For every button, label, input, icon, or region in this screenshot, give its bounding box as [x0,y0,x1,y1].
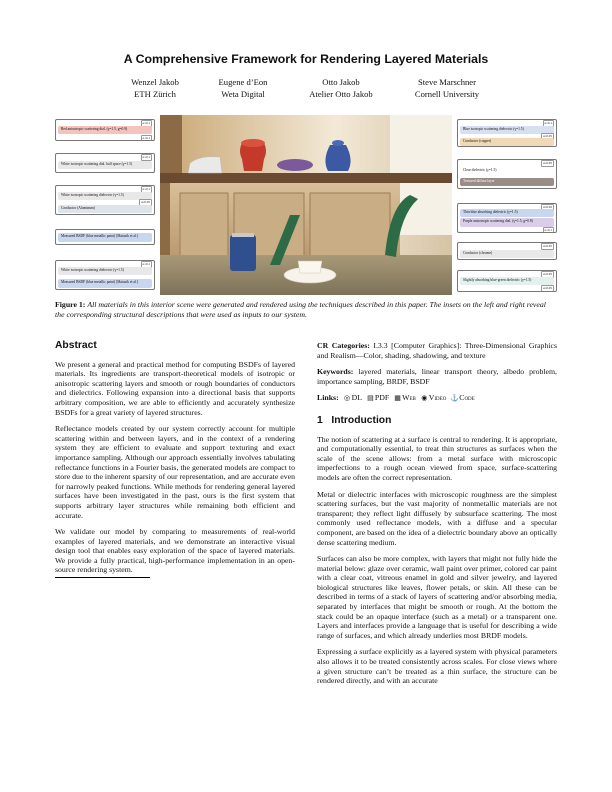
author-name: Eugene d’Eon [218,77,268,87]
link-pdf[interactable]: PDF [374,393,390,403]
abstract-paragraph: We validate our model by comparing to measurements of real-world examples of layered materials, and we demonstrate an interactive visual design tool that enables easy exploration of the space of layered materials. We provide a fully practical, high-performance implementation in an open-source rendering system. [55,527,295,575]
abstract-paragraph: Reflectance models created by our system correctly account for multiple scattering within and between layers, and in the context of a rendering system they are efficient to evaluate and support texturing and exact importance sampling. Although our approach essentially involves tabulating reflectance functions in a Fourier basis, the generated models are compact to store due to the inherent sparsity of our representation, and are accurate even for narrowly peaked functions. While methods for rendering general layered surfaces have been investigated in the past, ours is the first system that supports arbitrary layer structures while remaining both efficient and accurate. [55,424,295,520]
layer-description: Textured diffuse layer [460,178,554,186]
abstract-paragraph: We present a general and practical method for computing BSDFs of layered materials. Its ingredients are transport-theoretical models of isotropic or anisotropic scattering layers and smooth or rough boundaries of conductors and dielectrics. Following expansion into a directional basis that supports arbitrary composition, we are able to efficiently and accurately synthesize BSDFs for a great variety of layered structures. [55,359,295,417]
footnote-rule [55,577,150,578]
roughness-tag: α=0.1 [142,155,150,159]
keywords-label: Keywords: [317,367,354,377]
links-row [317,393,557,404]
link-dl[interactable]: DL [351,393,362,403]
scene-illustration [160,115,452,295]
roughness-tag: α=0.05 [542,161,552,165]
material-inset [55,119,155,141]
intro-paragraph: Expressing a surface explicitly as a layered system with physical parameters also allows it to be treated consistently across scales. For close views where a given structure can’t be treated as a thin surface, the structure can be rendered directly, and with an accurate [317,647,557,686]
material-inset [55,185,155,215]
layer-description: Conductor (chrome) [460,250,554,258]
author-affiliation: Weta Digital [221,88,265,99]
layer-description: Conductor (copper) [460,138,554,146]
keywords-text: layered materials, linear transport theory, albedo problem, importance sampling, BRDF, BSDF [317,367,558,386]
roughness-tag: α=0.1 [544,228,552,232]
link-video[interactable]: Video [428,393,447,403]
code-icon: ⚓ [450,394,460,403]
roughness-tag: α=0.02 [542,205,552,209]
author-affiliation: Cornell University [414,88,480,99]
material-inset [457,203,557,233]
cr-categories [317,341,557,360]
link-web[interactable]: Web [402,393,416,403]
abstract-heading: Abstract [55,340,97,351]
material-inset [55,229,155,245]
roughness-tag: α=0.1 [544,121,552,125]
roughness-tag: α=0.1 [142,121,150,125]
material-inset [457,270,557,292]
roughness-tag: α=0.05 [542,286,552,290]
teaser-figure [55,115,557,295]
layer-description: Blue isotropic scattering dielectric (γ=1.5) [460,126,554,134]
material-inset [55,260,155,290]
roughness-tag: α=0.05 [140,200,150,204]
roughness-tag: α=0.1 [142,136,150,140]
video-icon: ◉ [421,394,428,403]
author-name: Steve Marschner [418,77,476,87]
caption-text: All materials in this interior scene were generated and rendered using the techniques described in this paper. The insets on the left and right reveal the corresponding structural descriptions that were used as inputs to our system. [55,300,546,320]
roughness-tag: α=0.1 [142,187,150,191]
layer-description: Purple anisotropic scattering dial. (γ=1.5, g=0.8) [460,218,554,227]
roughness-tag: α=0.05 [542,272,552,276]
rendered-interior-scene [160,115,452,295]
introduction-heading [317,416,557,426]
material-inset [457,242,557,260]
layer-description: Thin blue absorbing dielectric (γ=1.5) [460,209,554,217]
author-affiliation: ETH Zürich [134,88,176,99]
caption-label: Figure 1: [55,300,86,309]
layer-description: Measured BSDF (blue metallic paint) [Matusik et al.] [58,279,152,288]
web-icon: ▦ [394,394,401,403]
material-inset [55,153,155,173]
figure-caption [55,300,557,320]
links-label: Links: [317,393,339,403]
author-affiliation: Atelier Otto Jakob [309,88,373,99]
left-column [55,341,295,578]
paper-title: A Comprehensive Framework for Rendering Layered Materials [123,52,489,66]
layer-description: White isotropic scattering dial. half space (γ=1.5) [58,161,152,169]
layer-description: Clear dielectric (γ=1.5) [460,167,554,175]
cr-text: I.3.3 [Computer Graphics]: Three-Dimensional Graphics and Realism—Color, shading, shadowing, and texture [317,341,558,360]
layer-description: Conductor (Aluminum) [58,205,152,213]
intro-paragraph: Surfaces can also be more complex, with layers that might not fully hide the material below: glaze over ceramic, wall paint over primer, colored car paint with a clear coat, vitreous enamel in gold and silver jewelry, and layered biological structures like leaves, flower petals, or skin. All these can be described in terms of a stack of layers of scattering and/or absorbing media, separated by interfaces that might be smooth or rough. At the bottom the stack could be an opaque interface (such as a metal) or a transparent one. Layers and interfaces provide a language that is useful for describing a wide range of surfaces, and which already underlies most BRDF models. [317,554,557,640]
section-number: 1 [317,414,323,426]
intro-paragraph: The notion of scattering at a surface is central to rendering. It is appropriate, and computationally essential, to treat thin structures as surfaces when the scale of the scene allows: from a metal surface with microscopic imperfections to a rough ocean viewed from space, surface-scattering models are often the correct representation. [317,434,557,482]
author-name: Wenzel Jakob [131,77,179,87]
section-title: Introduction [331,414,392,426]
intro-paragraph: Metal or dielectric interfaces with microscopic roughness are the simplest scattering surfaces, but the vast majority of nonmetallic materials are not transparent; they reflect light diffusely by subsurface scattering. The most commonly used reflectance models, with a diffuse and a specular component, are based on the idea of a dielectric boundary above an optically dense scattering medium. [317,489,557,547]
link-code[interactable]: Code [459,393,475,403]
cr-label: CR Categories: [317,341,370,350]
layer-description: Measured BSDF (blue metallic paint) [Matusik et al.] [58,233,152,242]
author-name: Otto Jakob [322,77,360,87]
layer-description: Red anisotropic scattering dial. (γ=1.5, g=0.9) [58,126,152,134]
keywords [317,367,557,386]
roughness-tag: α=0.1 [142,262,150,266]
roughness-tag: α=0.05 [542,134,552,138]
material-inset [457,159,557,189]
roughness-tag: α=0.05 [542,244,552,248]
pdf-icon: ▤ [367,394,374,403]
dl-icon: ◎ [344,394,351,403]
author-block [372,77,522,100]
right-column [317,341,557,693]
layer-description: Slightly absorbing blue-green dielectric (γ=1.5) [460,277,554,285]
layer-description: White isotropic scattering dielectric (γ=1.5) [58,192,152,200]
layer-description: White isotropic scattering dielectric (γ=1.5) [58,267,152,275]
material-inset [457,119,557,147]
